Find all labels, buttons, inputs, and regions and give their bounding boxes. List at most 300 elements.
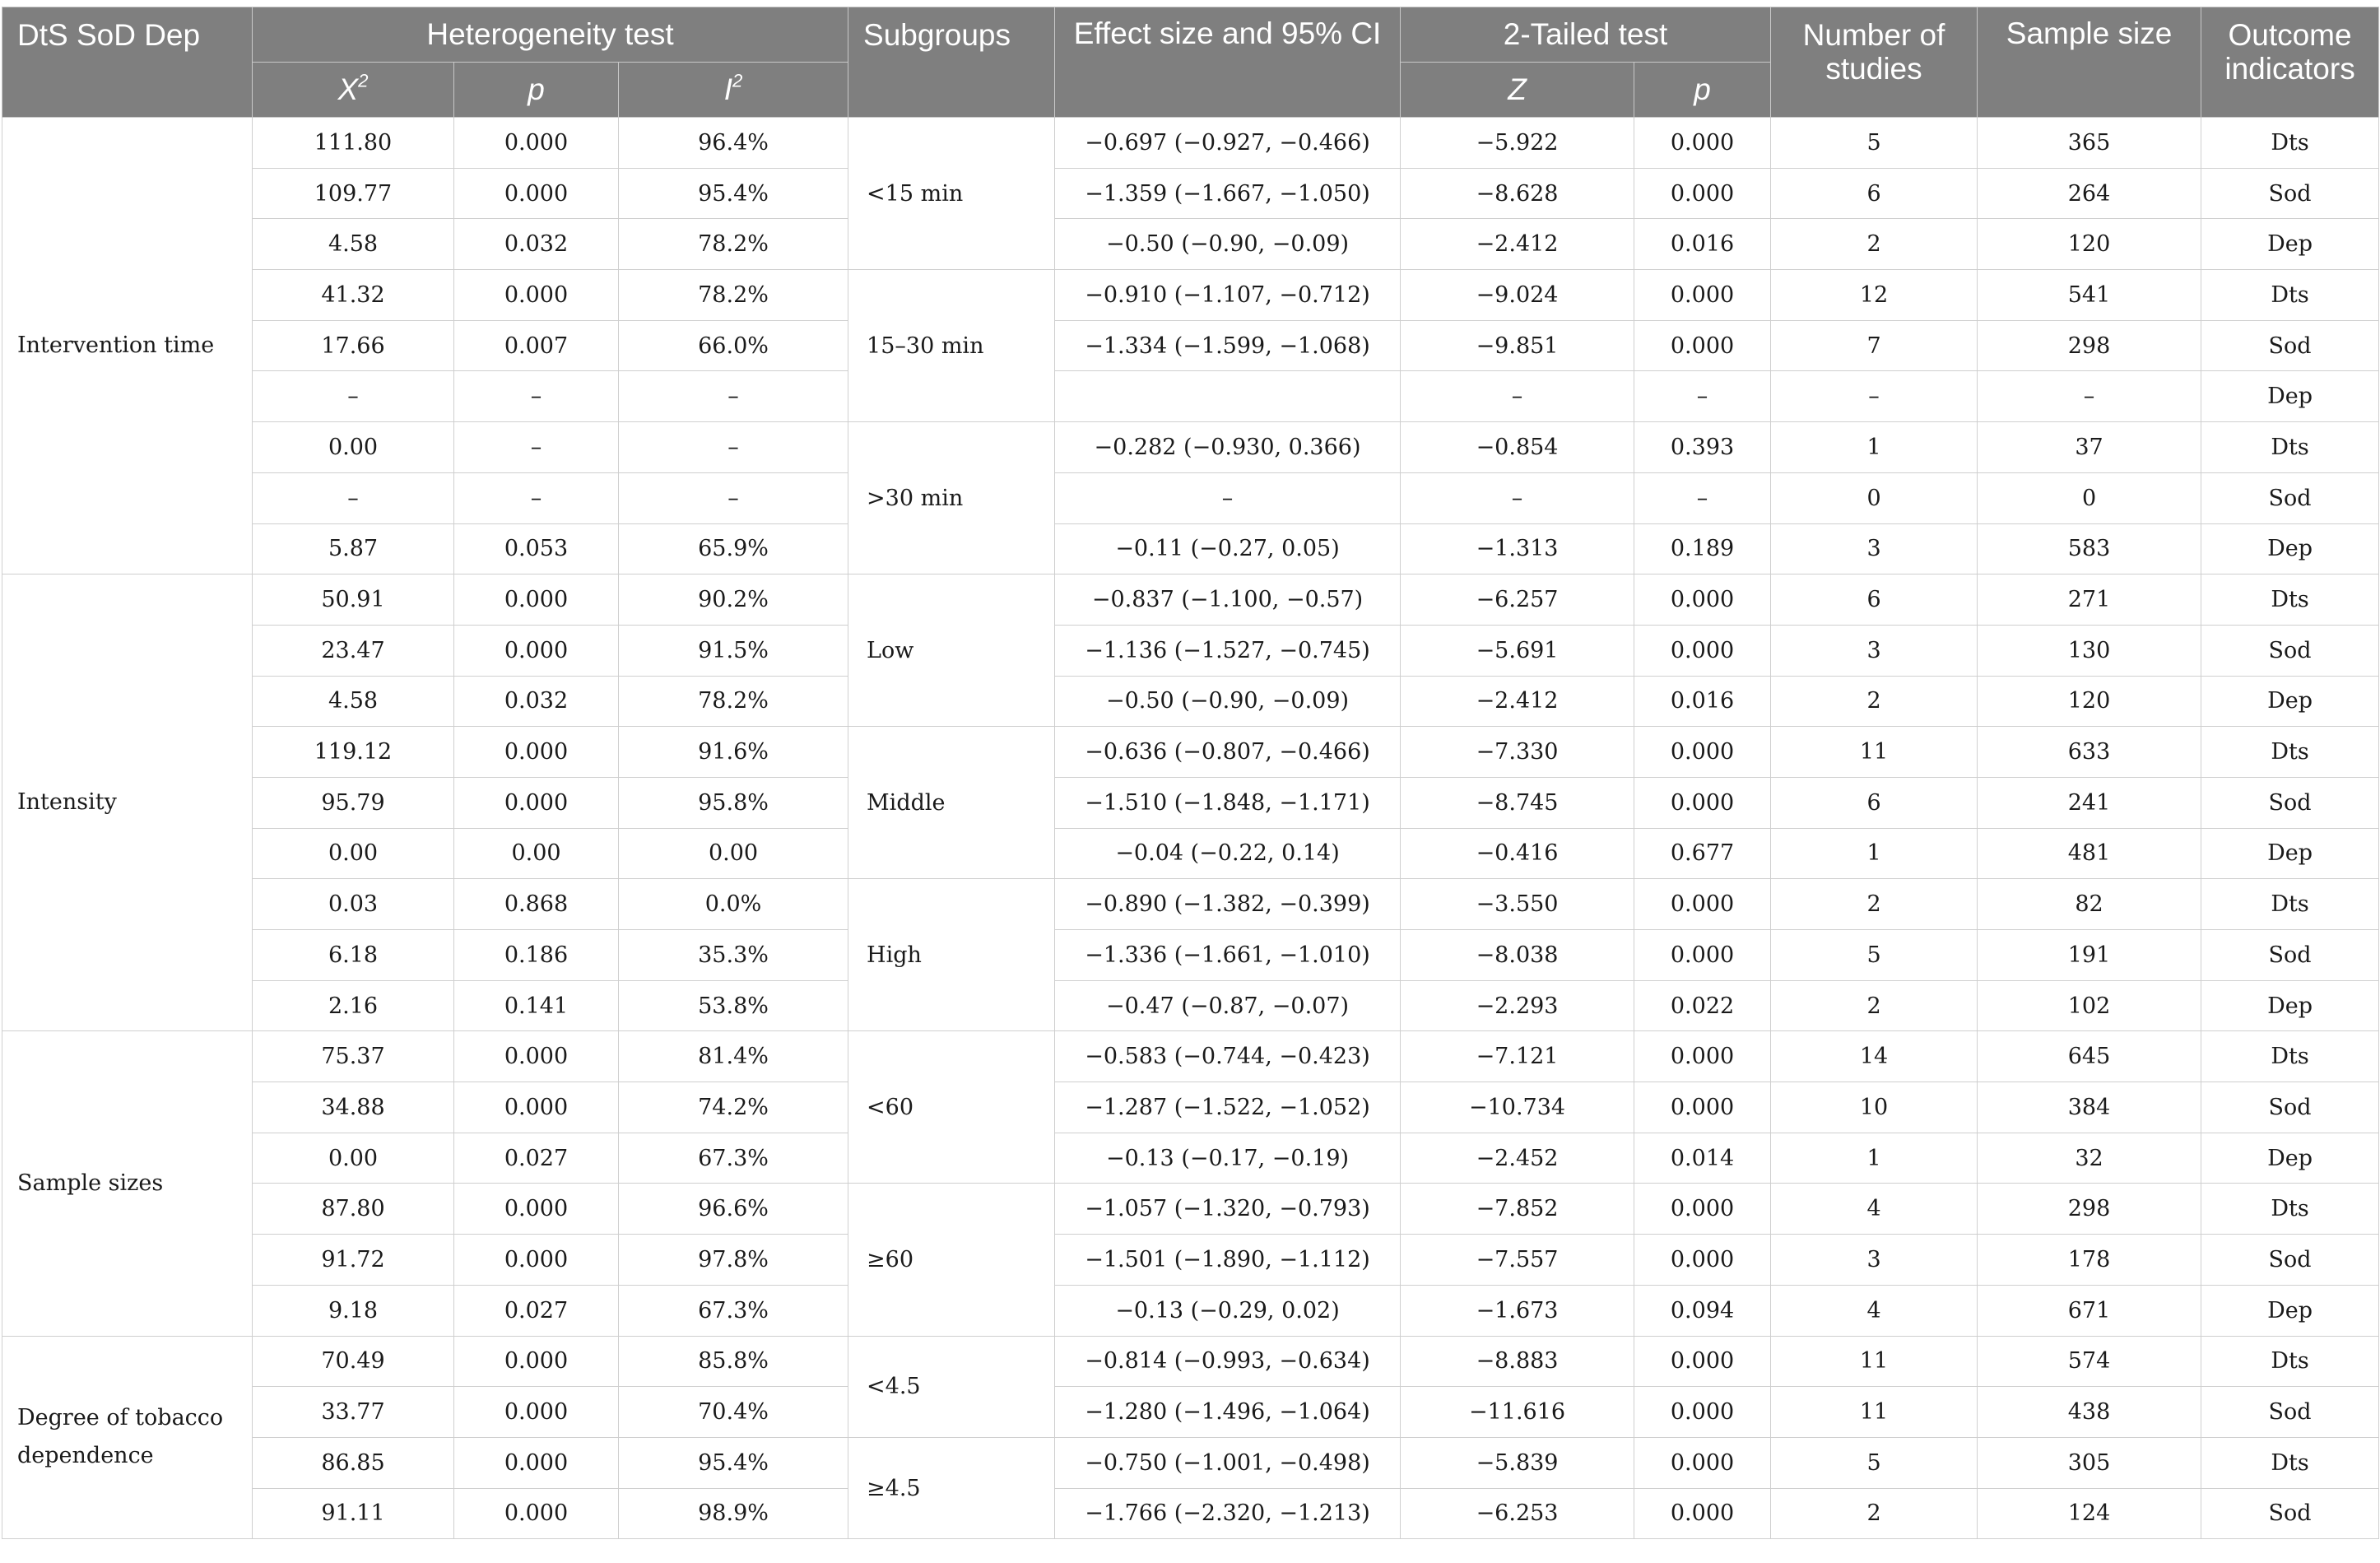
cell-p: 0.000: [454, 574, 619, 626]
cell-p: 0.053: [454, 523, 619, 574]
header-x2-superscript: 2: [358, 70, 369, 91]
cell-effect: −0.583 (−0.744, −0.423): [1055, 1031, 1401, 1082]
cell-p2: 0.094: [1634, 1285, 1771, 1336]
cell-effect: −1.334 (−1.599, −1.068): [1055, 320, 1401, 371]
cell-i2: 95.4%: [619, 168, 848, 219]
cell-outcome: Sod: [2201, 1387, 2379, 1438]
cell-i2: 78.2%: [619, 219, 848, 270]
cell-i2: 0.00: [619, 828, 848, 879]
table-row: [2, 523, 2379, 574]
cell-n: 1: [1771, 1133, 1978, 1184]
cell-outcome: Dts: [2201, 118, 2379, 169]
cell-z: −2.293: [1401, 980, 1634, 1031]
cell-p2: –: [1634, 371, 1771, 422]
cell-n: 2: [1771, 219, 1978, 270]
cell-n: 1: [1771, 422, 1978, 473]
table-row: [2, 777, 2379, 828]
cell-outcome: Dep: [2201, 1133, 2379, 1184]
cell-i2: 74.2%: [619, 1082, 848, 1133]
cell-effect: −0.04 (−0.22, 0.14): [1055, 828, 1401, 879]
cell-p: 0.141: [454, 980, 619, 1031]
subgroup-cell: ≥4.5: [848, 1437, 1055, 1538]
cell-z: −1.673: [1401, 1285, 1634, 1336]
cell-p: 0.000: [454, 1336, 619, 1387]
cell-effect: −1.280 (−1.496, −1.064): [1055, 1387, 1401, 1438]
cell-p2: 0.000: [1634, 1235, 1771, 1286]
cell-size: 365: [1978, 118, 2201, 169]
cell-i2: 96.4%: [619, 118, 848, 169]
cell-effect: −0.13 (−0.29, 0.02): [1055, 1285, 1401, 1336]
cell-size: 438: [1978, 1387, 2201, 1438]
table-row: [2, 574, 2379, 626]
header-two-tailed-test: 2-Tailed test: [1401, 7, 1771, 63]
cell-effect: −0.837 (−1.100, −0.57): [1055, 574, 1401, 626]
cell-p: 0.000: [454, 1082, 619, 1133]
header-sample-size: Sample size: [1978, 7, 2201, 118]
cell-p: 0.027: [454, 1133, 619, 1184]
cell-i2: 70.4%: [619, 1387, 848, 1438]
cell-z: –: [1401, 472, 1634, 523]
cell-size: 645: [1978, 1031, 2201, 1082]
cell-p: 0.000: [454, 1235, 619, 1286]
cell-p2: –: [1634, 472, 1771, 523]
cell-p2: 0.000: [1634, 1184, 1771, 1235]
cell-z: −7.557: [1401, 1235, 1634, 1286]
cell-x2: 86.85: [253, 1437, 454, 1488]
cell-i2: 65.9%: [619, 523, 848, 574]
table-header: [2, 7, 2379, 118]
cell-x2: 34.88: [253, 1082, 454, 1133]
table-row: [2, 1437, 2379, 1488]
cell-z: −8.628: [1401, 168, 1634, 219]
category-cell: Intensity: [2, 574, 253, 1031]
header-subgroups: Subgroups: [848, 7, 1055, 118]
cell-x2: –: [253, 371, 454, 422]
cell-size: 241: [1978, 777, 2201, 828]
cell-x2: 9.18: [253, 1285, 454, 1336]
cell-outcome: Sod: [2201, 168, 2379, 219]
cell-i2: –: [619, 472, 848, 523]
category-cell: Sample sizes: [2, 1031, 253, 1336]
cell-outcome: Sod: [2201, 930, 2379, 981]
cell-size: 481: [1978, 828, 2201, 879]
cell-effect: −1.359 (−1.667, −1.050): [1055, 168, 1401, 219]
cell-outcome: Sod: [2201, 472, 2379, 523]
subgroup-cell: Low: [848, 574, 1055, 727]
subgroup-cell: ≥60: [848, 1184, 1055, 1336]
cell-z: −7.121: [1401, 1031, 1634, 1082]
cell-p: 0.000: [454, 727, 619, 778]
cell-outcome: Dep: [2201, 1285, 2379, 1336]
cell-effect: [1055, 371, 1401, 422]
cell-size: 32: [1978, 1133, 2201, 1184]
cell-effect: −0.750 (−1.001, −0.498): [1055, 1437, 1401, 1488]
cell-effect: −1.510 (−1.848, −1.171): [1055, 777, 1401, 828]
cell-n: 0: [1771, 472, 1978, 523]
table-row: [2, 320, 2379, 371]
cell-i2: 53.8%: [619, 980, 848, 1031]
cell-i2: 78.2%: [619, 676, 848, 727]
table-row: [2, 676, 2379, 727]
cell-p: 0.000: [454, 1031, 619, 1082]
cell-p: 0.000: [454, 168, 619, 219]
cell-p2: 0.022: [1634, 980, 1771, 1031]
cell-effect: −0.47 (−0.87, −0.07): [1055, 980, 1401, 1031]
cell-z: −5.922: [1401, 118, 1634, 169]
cell-p2: 0.000: [1634, 727, 1771, 778]
cell-effect: −0.50 (−0.90, −0.09): [1055, 676, 1401, 727]
cell-x2: 111.80: [253, 118, 454, 169]
cell-z: −2.412: [1401, 676, 1634, 727]
header-heterogeneity-test: Heterogeneity test: [253, 7, 848, 63]
table-row: [2, 828, 2379, 879]
cell-size: 574: [1978, 1336, 2201, 1387]
cell-outcome: Sod: [2201, 625, 2379, 676]
header-effect-size: Effect size and 95% CI: [1055, 7, 1401, 118]
cell-size: –: [1978, 371, 2201, 422]
cell-n: 4: [1771, 1285, 1978, 1336]
cell-n: 3: [1771, 1235, 1978, 1286]
cell-p2: 0.000: [1634, 574, 1771, 626]
cell-x2: 50.91: [253, 574, 454, 626]
table-row: [2, 1082, 2379, 1133]
cell-effect: −0.11 (−0.27, 0.05): [1055, 523, 1401, 574]
cell-p: 0.000: [454, 1488, 619, 1539]
cell-n: 12: [1771, 270, 1978, 321]
cell-effect: −0.50 (−0.90, −0.09): [1055, 219, 1401, 270]
cell-p: –: [454, 422, 619, 473]
cell-i2: 81.4%: [619, 1031, 848, 1082]
cell-p: 0.007: [454, 320, 619, 371]
header-number-of-studies: Number of studies: [1771, 7, 1978, 118]
subgroup-cell: <15 min: [848, 118, 1055, 270]
header-i2-superscript: 2: [732, 70, 743, 91]
cell-effect: −1.336 (−1.661, −1.010): [1055, 930, 1401, 981]
cell-outcome: Dts: [2201, 422, 2379, 473]
table-body: [2, 118, 2379, 1539]
cell-i2: 98.9%: [619, 1488, 848, 1539]
table-row: [2, 270, 2379, 321]
header-outcome-indicators: Outcome indicators: [2201, 7, 2379, 118]
cell-effect: −1.766 (−2.320, −1.213): [1055, 1488, 1401, 1539]
table-row: [2, 1336, 2379, 1387]
cell-z: −7.330: [1401, 727, 1634, 778]
cell-z: −10.734: [1401, 1082, 1634, 1133]
cell-z: −5.691: [1401, 625, 1634, 676]
cell-size: 271: [1978, 574, 2201, 626]
cell-i2: 66.0%: [619, 320, 848, 371]
cell-p: 0.186: [454, 930, 619, 981]
cell-size: 178: [1978, 1235, 2201, 1286]
cell-p: 0.027: [454, 1285, 619, 1336]
cell-n: 3: [1771, 625, 1978, 676]
cell-x2: 23.47: [253, 625, 454, 676]
cell-p2: 0.000: [1634, 930, 1771, 981]
table-row: [2, 1387, 2379, 1438]
cell-z: −2.452: [1401, 1133, 1634, 1184]
category-cell: Degree of tobacco dependence: [2, 1336, 253, 1539]
cell-z: −3.550: [1401, 879, 1634, 930]
cell-z: −0.854: [1401, 422, 1634, 473]
cell-size: 124: [1978, 1488, 2201, 1539]
cell-p2: 0.000: [1634, 1336, 1771, 1387]
category-cell: Intervention time: [2, 118, 253, 574]
cell-n: 5: [1771, 118, 1978, 169]
table-row: [2, 422, 2379, 473]
cell-size: 298: [1978, 1184, 2201, 1235]
cell-effect: −0.636 (−0.807, −0.466): [1055, 727, 1401, 778]
cell-n: 6: [1771, 777, 1978, 828]
cell-outcome: Dep: [2201, 219, 2379, 270]
cell-x2: 91.72: [253, 1235, 454, 1286]
cell-outcome: Dep: [2201, 676, 2379, 727]
cell-outcome: Sod: [2201, 1082, 2379, 1133]
cell-p: –: [454, 371, 619, 422]
cell-n: 14: [1771, 1031, 1978, 1082]
header-p: p: [454, 63, 619, 118]
cell-n: 2: [1771, 676, 1978, 727]
cell-p2: 0.000: [1634, 1488, 1771, 1539]
table-row: [2, 1285, 2379, 1336]
cell-i2: 96.6%: [619, 1184, 848, 1235]
cell-n: 5: [1771, 1437, 1978, 1488]
cell-effect: −0.814 (−0.993, −0.634): [1055, 1336, 1401, 1387]
table-row: [2, 879, 2379, 930]
cell-size: 102: [1978, 980, 2201, 1031]
cell-n: 7: [1771, 320, 1978, 371]
cell-n: 1: [1771, 828, 1978, 879]
cell-size: 264: [1978, 168, 2201, 219]
cell-p2: 0.000: [1634, 118, 1771, 169]
header-i2-symbol: I: [723, 72, 732, 106]
cell-x2: 33.77: [253, 1387, 454, 1438]
cell-p2: 0.000: [1634, 1437, 1771, 1488]
cell-effect: −1.057 (−1.320, −0.793): [1055, 1184, 1401, 1235]
cell-x2: 75.37: [253, 1031, 454, 1082]
cell-n: 2: [1771, 879, 1978, 930]
table-row: [2, 1031, 2379, 1082]
table-row: [2, 1235, 2379, 1286]
cell-z: −9.024: [1401, 270, 1634, 321]
cell-p2: 0.000: [1634, 320, 1771, 371]
cell-outcome: Dts: [2201, 270, 2379, 321]
cell-outcome: Dep: [2201, 980, 2379, 1031]
cell-p: 0.000: [454, 270, 619, 321]
cell-p: 0.000: [454, 1387, 619, 1438]
cell-z: −2.412: [1401, 219, 1634, 270]
cell-outcome: Sod: [2201, 777, 2379, 828]
cell-x2: 2.16: [253, 980, 454, 1031]
cell-p: 0.000: [454, 1437, 619, 1488]
cell-i2: 95.8%: [619, 777, 848, 828]
cell-x2: 0.00: [253, 828, 454, 879]
cell-z: −5.839: [1401, 1437, 1634, 1488]
table-row: [2, 930, 2379, 981]
cell-i2: 67.3%: [619, 1133, 848, 1184]
cell-z: −11.616: [1401, 1387, 1634, 1438]
cell-z: −7.852: [1401, 1184, 1634, 1235]
table-row: [2, 980, 2379, 1031]
cell-size: 671: [1978, 1285, 2201, 1336]
cell-n: 5: [1771, 930, 1978, 981]
header-x2-symbol: X: [337, 72, 359, 106]
cell-p: 0.032: [454, 219, 619, 270]
results-table-container: [2, 7, 2378, 1539]
cell-p2: 0.000: [1634, 168, 1771, 219]
cell-n: –: [1771, 371, 1978, 422]
cell-n: 4: [1771, 1184, 1978, 1235]
cell-x2: 4.58: [253, 219, 454, 270]
cell-x2: 109.77: [253, 168, 454, 219]
subgroup-cell: <60: [848, 1031, 1055, 1184]
cell-i2: 91.5%: [619, 625, 848, 676]
cell-x2: 0.03: [253, 879, 454, 930]
cell-x2: 0.00: [253, 422, 454, 473]
cell-effect: −0.910 (−1.107, −0.712): [1055, 270, 1401, 321]
cell-outcome: Dts: [2201, 1184, 2379, 1235]
header-corner-label: DtS SoD Dep: [2, 7, 253, 118]
subgroup-cell: >30 min: [848, 422, 1055, 574]
cell-size: 0: [1978, 472, 2201, 523]
cell-p2: 0.393: [1634, 422, 1771, 473]
cell-n: 10: [1771, 1082, 1978, 1133]
cell-outcome: Dts: [2201, 1437, 2379, 1488]
cell-p2: 0.677: [1634, 828, 1771, 879]
cell-x2: 41.32: [253, 270, 454, 321]
cell-z: −8.745: [1401, 777, 1634, 828]
cell-p2: 0.014: [1634, 1133, 1771, 1184]
cell-n: 6: [1771, 168, 1978, 219]
cell-p: 0.032: [454, 676, 619, 727]
subgroup-cell: Middle: [848, 727, 1055, 879]
cell-p2: 0.000: [1634, 879, 1771, 930]
cell-x2: 5.87: [253, 523, 454, 574]
cell-outcome: Dts: [2201, 727, 2379, 778]
cell-x2: 87.80: [253, 1184, 454, 1235]
cell-p2: 0.000: [1634, 1031, 1771, 1082]
header-z: Z: [1401, 63, 1634, 118]
cell-size: 82: [1978, 879, 2201, 930]
cell-p: –: [454, 472, 619, 523]
cell-outcome: Dep: [2201, 523, 2379, 574]
header-p-two-tailed: p: [1634, 63, 1771, 118]
cell-p: 0.000: [454, 625, 619, 676]
cell-size: 37: [1978, 422, 2201, 473]
cell-i2: 90.2%: [619, 574, 848, 626]
cell-outcome: Sod: [2201, 1488, 2379, 1539]
cell-x2: 91.11: [253, 1488, 454, 1539]
cell-i2: 91.6%: [619, 727, 848, 778]
subgroup-analysis-table: [2, 7, 2379, 1539]
cell-i2: 0.0%: [619, 879, 848, 930]
table-row: [2, 727, 2379, 778]
cell-x2: 0.00: [253, 1133, 454, 1184]
table-row: [2, 168, 2379, 219]
cell-outcome: Dts: [2201, 1031, 2379, 1082]
cell-n: 6: [1771, 574, 1978, 626]
cell-size: 305: [1978, 1437, 2201, 1488]
cell-p: 0.000: [454, 777, 619, 828]
cell-p2: 0.016: [1634, 219, 1771, 270]
cell-z: −0.416: [1401, 828, 1634, 879]
header-i2: [619, 63, 848, 118]
header-x2: [253, 63, 454, 118]
table-row: [2, 118, 2379, 169]
cell-n: 2: [1771, 1488, 1978, 1539]
cell-i2: 97.8%: [619, 1235, 848, 1286]
cell-z: −1.313: [1401, 523, 1634, 574]
cell-effect: –: [1055, 472, 1401, 523]
cell-i2: 85.8%: [619, 1336, 848, 1387]
cell-p2: 0.016: [1634, 676, 1771, 727]
table-row: [2, 371, 2379, 422]
cell-size: 120: [1978, 219, 2201, 270]
table-row: [2, 1133, 2379, 1184]
cell-size: 298: [1978, 320, 2201, 371]
cell-x2: 6.18: [253, 930, 454, 981]
cell-size: 384: [1978, 1082, 2201, 1133]
cell-n: 2: [1771, 980, 1978, 1031]
cell-outcome: Dep: [2201, 371, 2379, 422]
subgroup-cell: <4.5: [848, 1336, 1055, 1437]
table-row: [2, 1488, 2379, 1539]
cell-p: 0.000: [454, 118, 619, 169]
cell-z: −9.851: [1401, 320, 1634, 371]
cell-i2: 35.3%: [619, 930, 848, 981]
table-row: [2, 1184, 2379, 1235]
cell-p2: 0.000: [1634, 1387, 1771, 1438]
cell-p2: 0.000: [1634, 1082, 1771, 1133]
cell-x2: 17.66: [253, 320, 454, 371]
cell-outcome: Dep: [2201, 828, 2379, 879]
cell-size: 633: [1978, 727, 2201, 778]
cell-size: 191: [1978, 930, 2201, 981]
cell-p2: 0.000: [1634, 625, 1771, 676]
table-row: [2, 472, 2379, 523]
cell-n: 11: [1771, 1387, 1978, 1438]
cell-x2: 119.12: [253, 727, 454, 778]
cell-x2: 95.79: [253, 777, 454, 828]
cell-n: 11: [1771, 1336, 1978, 1387]
cell-i2: 78.2%: [619, 270, 848, 321]
subgroup-cell: 15–30 min: [848, 270, 1055, 422]
cell-z: −6.253: [1401, 1488, 1634, 1539]
cell-p: 0.000: [454, 1184, 619, 1235]
cell-effect: −1.287 (−1.522, −1.052): [1055, 1082, 1401, 1133]
cell-effect: −0.13 (−0.17, −0.19): [1055, 1133, 1401, 1184]
cell-z: −8.883: [1401, 1336, 1634, 1387]
cell-outcome: Dts: [2201, 1336, 2379, 1387]
cell-p2: 0.000: [1634, 777, 1771, 828]
cell-x2: 70.49: [253, 1336, 454, 1387]
cell-outcome: Sod: [2201, 320, 2379, 371]
cell-z: −8.038: [1401, 930, 1634, 981]
cell-p2: 0.189: [1634, 523, 1771, 574]
cell-effect: −1.136 (−1.527, −0.745): [1055, 625, 1401, 676]
cell-i2: 95.4%: [619, 1437, 848, 1488]
cell-p: 0.868: [454, 879, 619, 930]
cell-z: –: [1401, 371, 1634, 422]
cell-x2: –: [253, 472, 454, 523]
cell-outcome: Dts: [2201, 574, 2379, 626]
cell-i2: –: [619, 422, 848, 473]
cell-size: 583: [1978, 523, 2201, 574]
cell-n: 3: [1771, 523, 1978, 574]
cell-z: −6.257: [1401, 574, 1634, 626]
cell-size: 120: [1978, 676, 2201, 727]
cell-p2: 0.000: [1634, 270, 1771, 321]
cell-effect: −1.501 (−1.890, −1.112): [1055, 1235, 1401, 1286]
